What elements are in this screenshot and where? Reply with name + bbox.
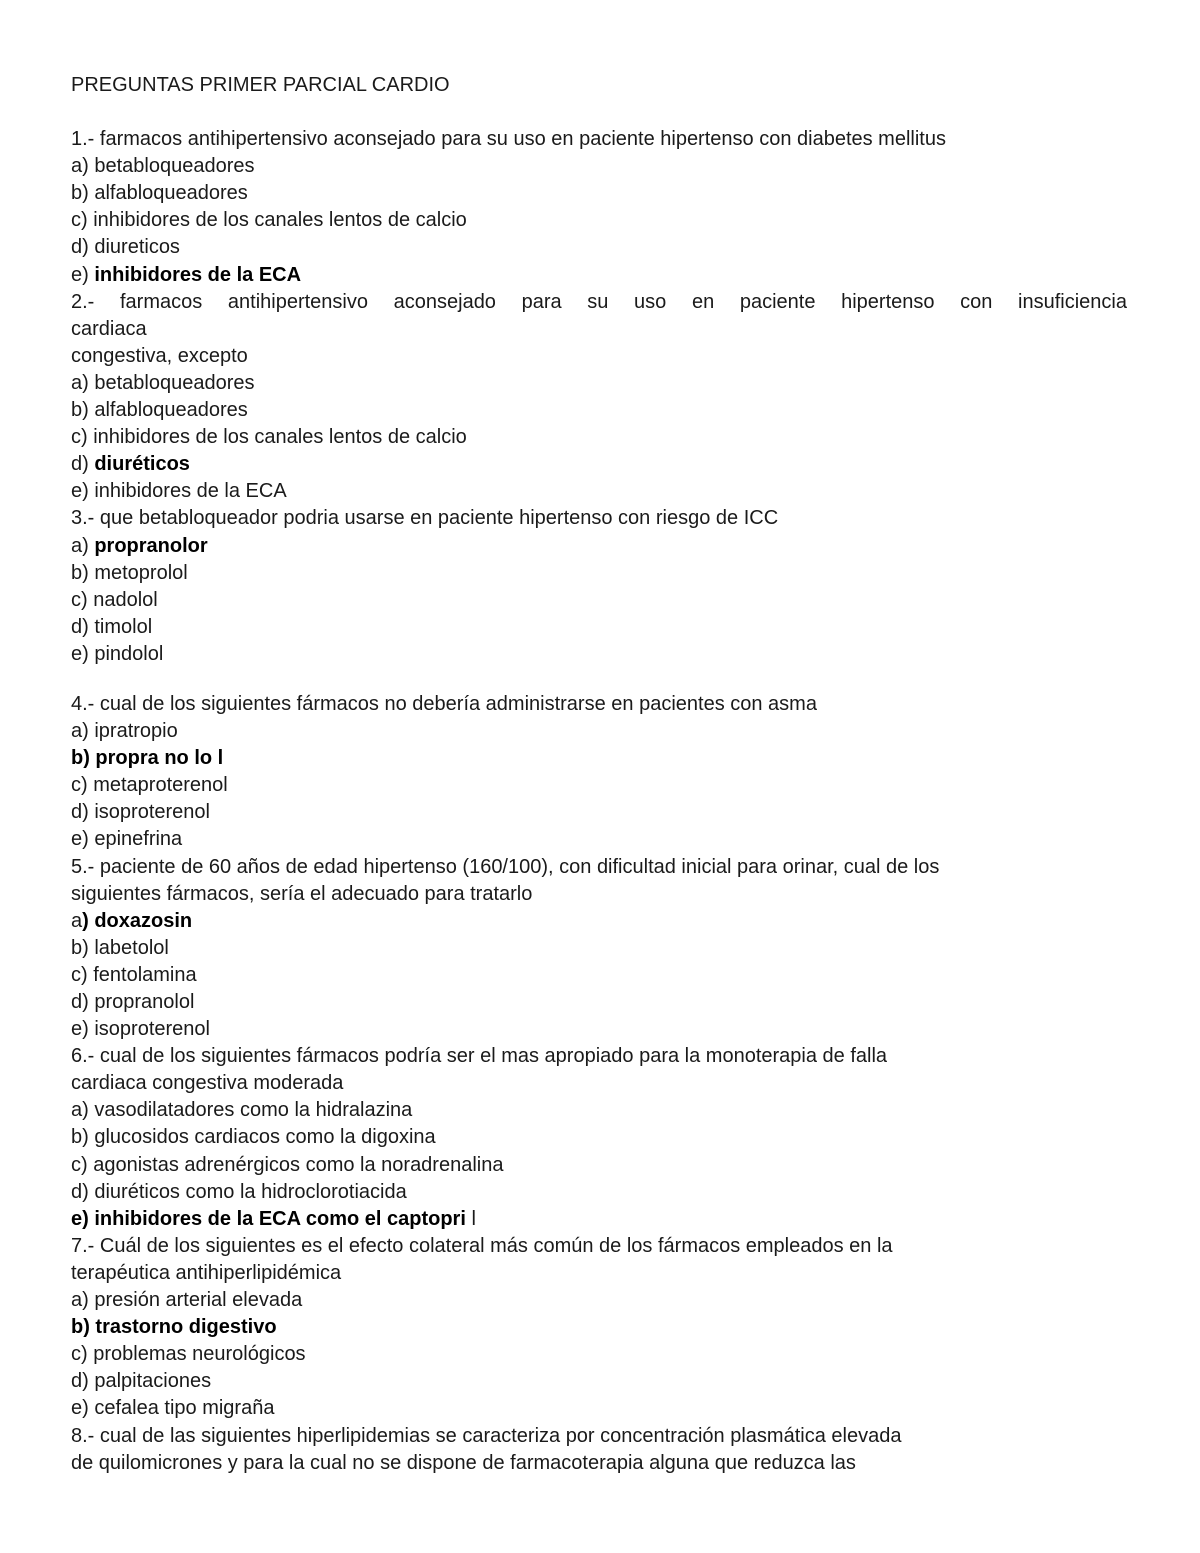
correct-answer: b) propra no lo l — [71, 747, 224, 770]
question-2-text-line-2: cardiaca — [71, 317, 147, 340]
question-4-text: 4.- cual de los siguientes fármacos no debería administrarse en pacientes con asma — [71, 692, 817, 715]
question-6-option-d: d) diuréticos como la hidroclorotiacida — [71, 1180, 407, 1203]
question-6-option-a: a) vasodilatadores como la hidralazina — [71, 1099, 413, 1122]
correct-answer: inhibidores de la ECA — [94, 263, 302, 286]
question-2-text-line-1: 2.- farmacos antihipertensivo aconsejado para su uso en paciente hipertenso con insuficiencia — [71, 290, 1127, 313]
correct-answer: diuréticos — [94, 453, 190, 476]
question-6-text-line-1: 6.- cual de los siguientes fármacos podría ser el mas apropiado para la monoterapia de falla — [71, 1045, 888, 1068]
question-2-option-e: e) inhibidores de la ECA — [71, 480, 287, 503]
question-7-text-line-1: 7.- Cuál de los siguientes es el efecto colateral más común de los fármacos empleados en la — [71, 1234, 893, 1257]
correct-answer: ) doxazosin — [82, 909, 193, 932]
question-7-option-d: d) palpitaciones — [71, 1370, 212, 1393]
option-prefix: e) — [71, 263, 95, 286]
option-prefix: d) — [71, 453, 95, 476]
correct-answer: propranolor — [94, 534, 208, 557]
question-7-option-a: a) presión arterial elevada — [71, 1289, 303, 1312]
question-5-option-c: c) fentolamina — [71, 963, 197, 986]
question-1-option-c: c) inhibidores de los canales lentos de calcio — [71, 209, 467, 232]
question-5-option-a — [71, 908, 1127, 935]
question-1-option-b: b) alfabloqueadores — [71, 182, 248, 205]
question-3-option-d: d) timolol — [71, 615, 153, 638]
question-5-text-line-1: 5.- paciente de 60 años de edad hipertenso (160/100), con dificultad inicial para orinar, cual de los — [71, 855, 940, 878]
question-6-option-e — [71, 1206, 1127, 1233]
question-1-option-d: d) diureticos — [71, 236, 180, 259]
question-4-option-c: c) metaproterenol — [71, 774, 228, 797]
question-2-option-c: c) inhibidores de los canales lentos de calcio — [71, 426, 467, 449]
question-7-text-line-2: terapéutica antihiperlipidémica — [71, 1261, 342, 1284]
question-4-option-a: a) ipratropio — [71, 720, 178, 743]
question-3-option-e: e) pindolol — [71, 642, 164, 665]
option-prefix: a — [71, 909, 83, 932]
question-6-option-c: c) agonistas adrenérgicos como la noradrenalina — [71, 1153, 504, 1176]
document-body — [71, 72, 1127, 1477]
blank-line — [71, 668, 1127, 691]
option-suffix: l — [465, 1207, 476, 1230]
question-7-option-c: c) problemas neurológicos — [71, 1343, 306, 1366]
question-3-text: 3.- que betabloqueador podria usarse en paciente hipertenso con riesgo de ICC — [71, 507, 779, 530]
option-prefix: a) — [71, 534, 95, 557]
question-4-option-d: d) isoproterenol — [71, 801, 210, 824]
question-2-option-d — [71, 451, 1127, 478]
question-4-option-b — [71, 745, 1127, 772]
question-8-text-line-1: 8.- cual de las siguientes hiperlipidemias se caracteriza por concentración plasmática elevada — [71, 1424, 902, 1447]
question-3-option-a — [71, 533, 1127, 560]
question-7-option-b — [71, 1314, 1127, 1341]
question-1-option-a: a) betabloqueadores — [71, 155, 255, 178]
question-6-option-b: b) glucosidos cardiacos como la digoxina — [71, 1126, 436, 1149]
question-5-option-e: e) isoproterenol — [71, 1018, 210, 1041]
question-8-text-line-2: de quilomicrones y para la cual no se dispone de farmacoterapia alguna que reduzca las — [71, 1451, 856, 1474]
question-3-option-c: c) nadolol — [71, 588, 158, 611]
correct-answer: b) trastorno digestivo — [71, 1316, 277, 1339]
page-title: PREGUNTAS PRIMER PARCIAL CARDIO — [71, 74, 450, 96]
question-1-option-e — [71, 262, 1127, 289]
question-5-option-b: b) labetolol — [71, 936, 169, 959]
question-5-option-d: d) propranolol — [71, 991, 195, 1013]
question-2-text-line-3: congestiva, excepto — [71, 344, 248, 367]
correct-answer: e) inhibidores de la ECA como el captopri — [71, 1207, 466, 1230]
question-2-option-a: a) betabloqueadores — [71, 371, 255, 394]
question-6-text-line-2: cardiaca congestiva moderada — [71, 1072, 344, 1095]
question-4-option-e: e) epinefrina — [71, 828, 183, 851]
question-1-text: 1.- farmacos antihipertensivo aconsejado para su uso en paciente hipertenso con diabetes mellitus — [71, 128, 946, 151]
question-5-text-line-2: siguientes fármacos, sería el adecuado para tratarlo — [71, 882, 533, 905]
question-7-option-e: e) cefalea tipo migraña — [71, 1397, 275, 1420]
question-3-option-b: b) metoprolol — [71, 561, 188, 584]
question-2-option-b: b) alfabloqueadores — [71, 399, 248, 422]
